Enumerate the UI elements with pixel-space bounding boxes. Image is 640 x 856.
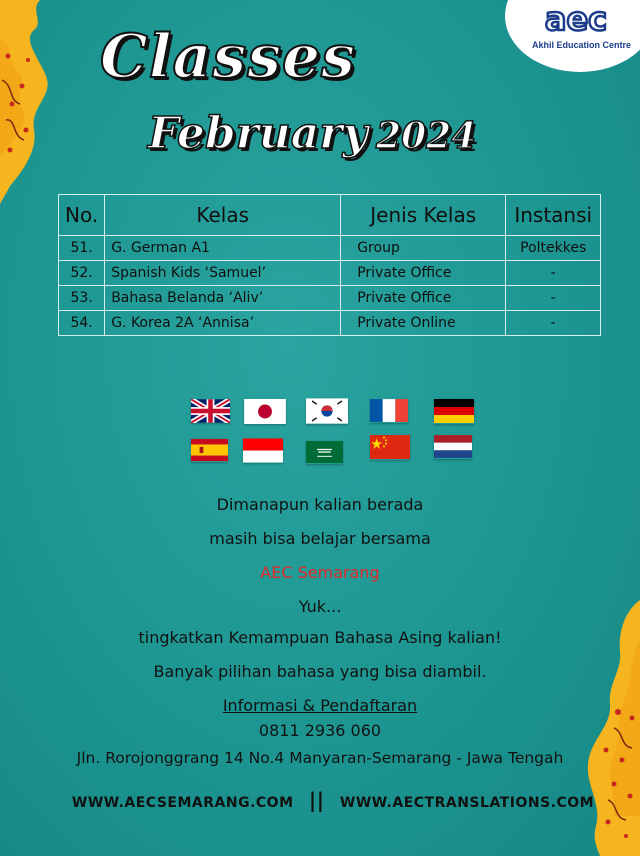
cell-no: 53. xyxy=(59,286,105,311)
aec-logo-icon xyxy=(533,0,619,38)
top-left-decoration xyxy=(0,0,70,210)
subtitle-year: 2024 xyxy=(376,115,477,157)
germany-flag-icon xyxy=(434,398,474,424)
column-header-jenis: Jenis Kelas xyxy=(341,195,506,236)
france-flag-icon xyxy=(370,398,408,423)
cell-kelas: Bahasa Belanda ‘Aliv’ xyxy=(105,286,341,311)
tagline-yuk: Yuk... xyxy=(298,597,342,616)
table-row xyxy=(59,236,601,261)
table-row xyxy=(59,286,601,311)
page-subtitle xyxy=(148,108,476,159)
spain-flag-icon xyxy=(191,438,228,462)
classes-table xyxy=(58,194,601,336)
cell-instansi: - xyxy=(506,286,601,311)
cell-no: 54. xyxy=(59,311,105,336)
info-label: Informasi & Pendaftaran xyxy=(222,696,418,715)
table-row xyxy=(59,311,601,336)
table-row xyxy=(59,261,601,286)
cell-instansi: Poltekkes xyxy=(506,236,601,261)
table-header-row xyxy=(59,195,601,236)
korea-flag-icon xyxy=(306,398,348,424)
tagline-4: Banyak pilihan bahasa yang bisa diambil. xyxy=(153,662,487,681)
website-link-aecsemarang[interactable]: WWW.AECSEMARANG.COM xyxy=(71,795,294,811)
page-title: Classes xyxy=(100,22,356,92)
address: Jln. Rorojonggrang 14 No.4 Manyaran-Semarang - Jawa Tengah xyxy=(76,749,564,767)
cell-no: 52. xyxy=(59,261,105,286)
footer-separator: || xyxy=(308,788,325,812)
column-header-kelas: Kelas xyxy=(105,195,341,236)
cell-kelas: G. Korea 2A ‘Annisa’ xyxy=(105,311,341,336)
phone-number: 0811 2936 060 xyxy=(258,721,382,740)
indonesia-flag-icon xyxy=(243,438,283,463)
cell-instansi: - xyxy=(506,261,601,286)
cell-jenis: Private Office xyxy=(341,286,506,311)
cell-jenis: Private Office xyxy=(341,261,506,286)
china-flag-icon xyxy=(370,434,410,460)
cell-jenis: Private Online xyxy=(341,311,506,336)
saudi-flag-icon xyxy=(306,440,343,464)
cell-kelas: G. German A1 xyxy=(105,236,341,261)
cell-kelas: Spanish Kids ‘Samuel’ xyxy=(105,261,341,286)
tagline-2: masih bisa belajar bersama xyxy=(209,529,431,548)
cell-instansi: - xyxy=(506,311,601,336)
footer-links xyxy=(0,788,640,812)
subtitle-month: February xyxy=(148,108,369,159)
netherlands-flag-icon xyxy=(434,434,472,459)
tagline-3: tingkatkan Kemampuan Bahasa Asing kalian! xyxy=(138,628,502,647)
cell-no: 51. xyxy=(59,236,105,261)
japan-flag-icon xyxy=(244,399,286,424)
website-link-aectranslations[interactable]: WWW.AECTRANSLATIONS.COM xyxy=(339,795,595,811)
logo-mark-text: aec xyxy=(544,0,608,38)
cell-jenis: Group xyxy=(341,236,506,261)
uk-flag-icon xyxy=(191,399,230,423)
brand-name: AEC Semarang xyxy=(260,563,380,582)
column-header-no: No. xyxy=(59,195,105,236)
column-header-instansi: Instansi xyxy=(506,195,601,236)
logo-text: Akhil Education Centre xyxy=(532,40,632,50)
tagline-1: Dimanapun kalian berada xyxy=(216,495,424,514)
